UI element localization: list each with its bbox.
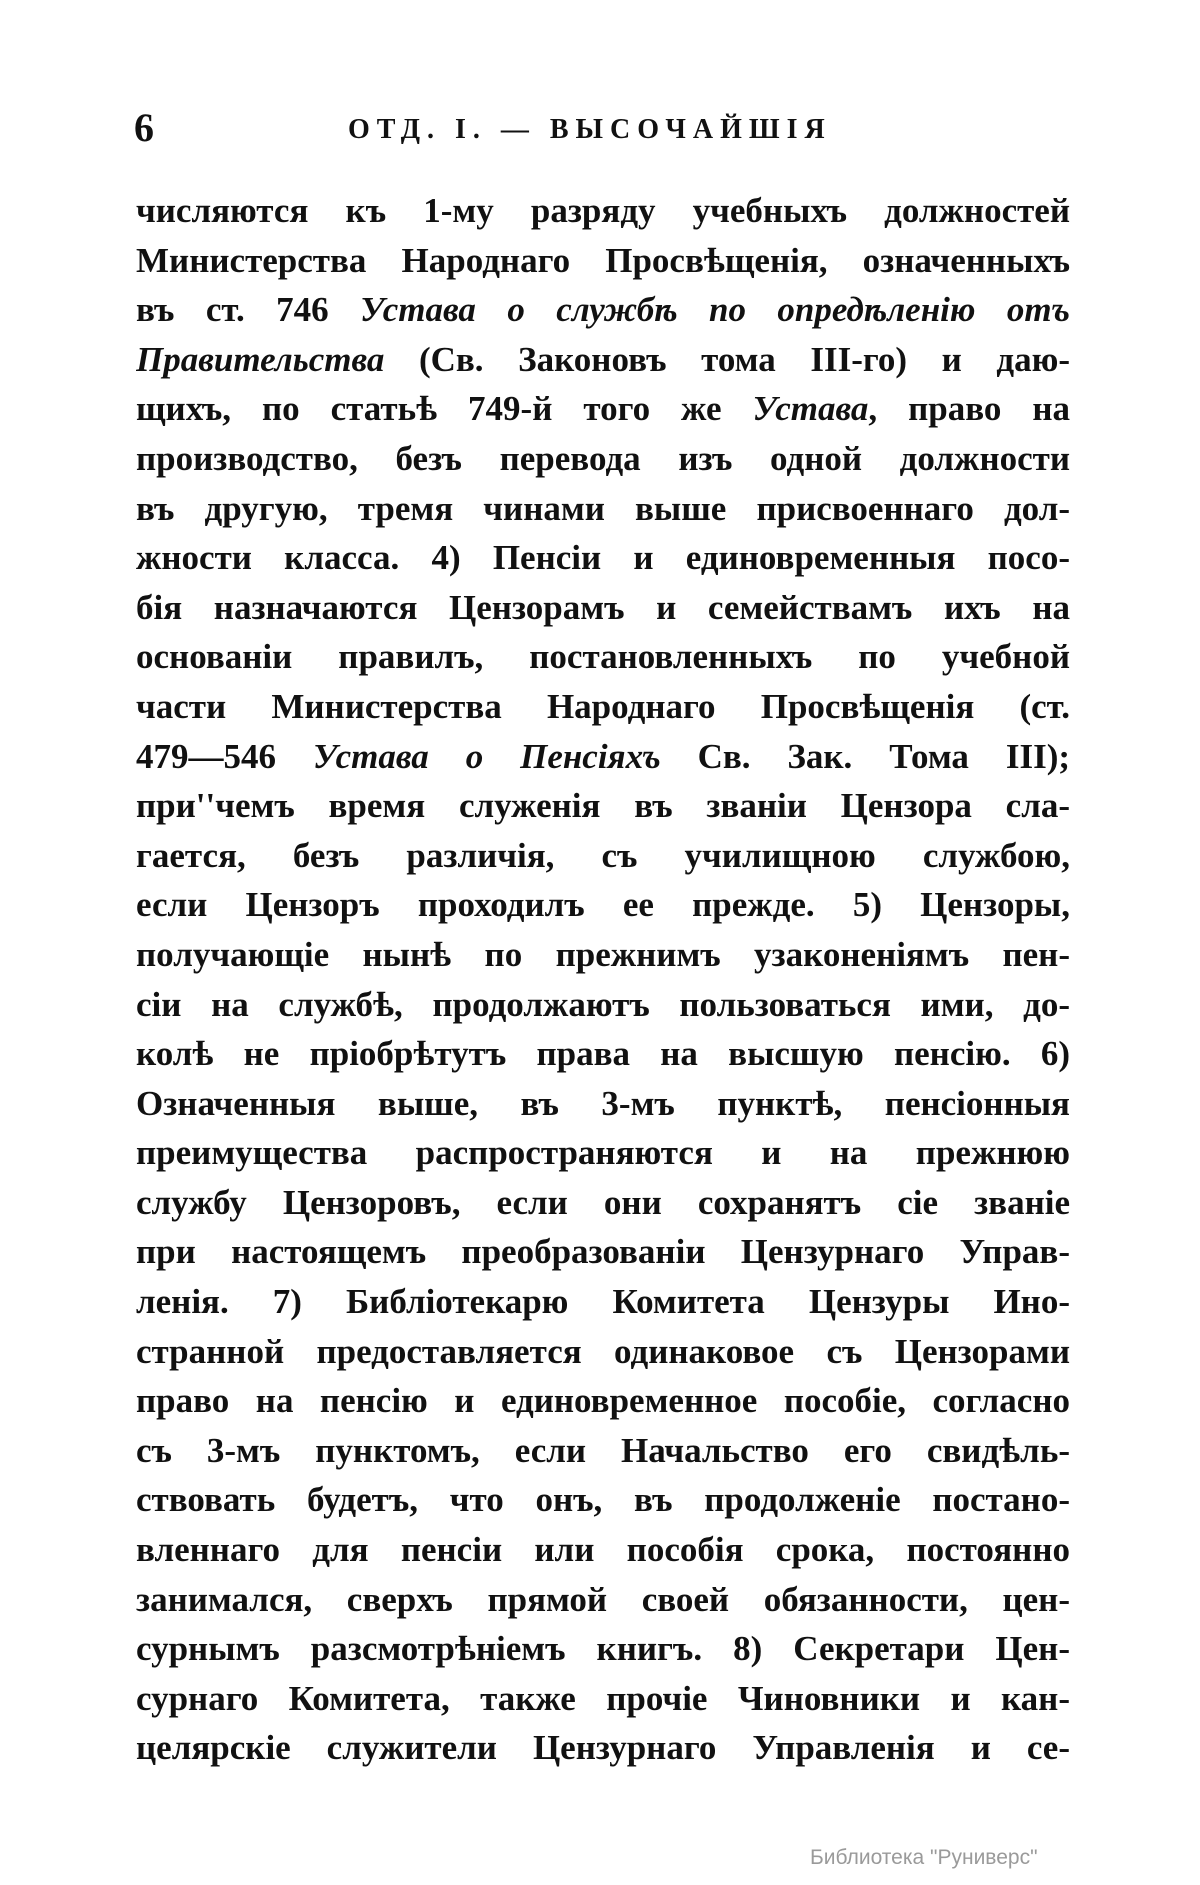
text-line: Министерства Народнаго Просвѣщенія, означенныхъ — [136, 240, 1070, 280]
text-line: жности класса. 4) Пенсіи и единовременныя посо- — [136, 538, 1070, 578]
text-line: производство, безъ перевода изъ одной должности — [136, 438, 1070, 478]
text-line: числяются къ 1-му разряду учебныхъ должностей — [136, 191, 1070, 230]
text-line: сіи на службѣ, продолжаютъ пользоваться ими, до- — [136, 984, 1070, 1024]
text-line: занимался, сверхъ прямой своей обязанности, цен- — [136, 1579, 1070, 1619]
text-line: съ 3-мъ пунктомъ, если Начальство его свидѣль- — [136, 1430, 1070, 1470]
text-line: части Министерства Народнаго Просвѣщенія (ст. — [136, 686, 1070, 726]
text-line: преимущества распространяются и на прежнюю — [136, 1133, 1070, 1173]
page-header — [134, 104, 1070, 164]
text-line: получающіе нынѣ по прежнимъ узаконеніямъ пен- — [136, 934, 1070, 974]
text-line: бія назначаются Цензорамъ и семействамъ ихъ на — [136, 587, 1070, 627]
text-line: сурнымъ разсмотрѣніемъ книгъ. 8) Секретари Цен- — [136, 1629, 1070, 1669]
body-text — [136, 186, 1070, 1773]
text-line: колѣ не пріобрѣтутъ права на высшую пенсію. 6) — [136, 1034, 1070, 1074]
text-line: Правительства (Св. Законовъ тома III-го) и даю- — [136, 339, 1070, 379]
library-watermark: Библиотека "Руниверс" — [810, 1846, 1038, 1869]
text-line: въ ст. 746 Устава о службѣ по опредѣленію отъ — [136, 290, 1070, 330]
text-line: право на пенсію и единовременное пособіе, согласно — [136, 1381, 1070, 1421]
text-line: ствовать будетъ, что онъ, въ продолженіе постано- — [136, 1480, 1070, 1520]
text-line: щихъ, по статьѣ 749-й того же Устава, право на — [136, 389, 1070, 429]
text-line: службу Цензоровъ, если они сохранятъ сіе званіе — [136, 1182, 1070, 1222]
text-line: вленнаго для пенсіи или пособія срока, постоянно — [136, 1530, 1070, 1570]
text-line: целярскіе служители Цензурнаго Управленія и се- — [136, 1728, 1070, 1768]
running-head: ОТД. I. — ВЫСОЧАЙШІЯ — [348, 114, 832, 145]
text-line: основаніи правилъ, постановленныхъ по учебной — [136, 637, 1070, 677]
text-line: гается, безъ различія, съ училищною службою, — [136, 835, 1070, 875]
text-line: сурнаго Комитета, также прочіе Чиновники и кан- — [136, 1678, 1070, 1718]
text-line: при настоящемъ преобразованіи Цензурнаго Управ- — [136, 1232, 1070, 1272]
text-line: въ другую, тремя чинами выше присвоеннаго дол- — [136, 488, 1070, 528]
text-line: 479—546 Устава о Пенсіяхъ Св. Зак. Тома III); — [136, 736, 1070, 776]
text-line: Означенныя выше, въ 3-мъ пунктѣ, пенсіонныя — [136, 1083, 1070, 1123]
page-number: 6 — [134, 105, 154, 150]
text-line: при''чемъ время служенія въ званіи Цензора сла- — [136, 786, 1070, 826]
text-line: странной предоставляется одинаковое съ Цензорами — [136, 1331, 1070, 1371]
text-line: если Цензоръ проходилъ ее прежде. 5) Цензоры, — [136, 885, 1070, 925]
text-line: ленія. 7) Библіотекарю Комитета Цензуры Ино- — [136, 1282, 1070, 1322]
